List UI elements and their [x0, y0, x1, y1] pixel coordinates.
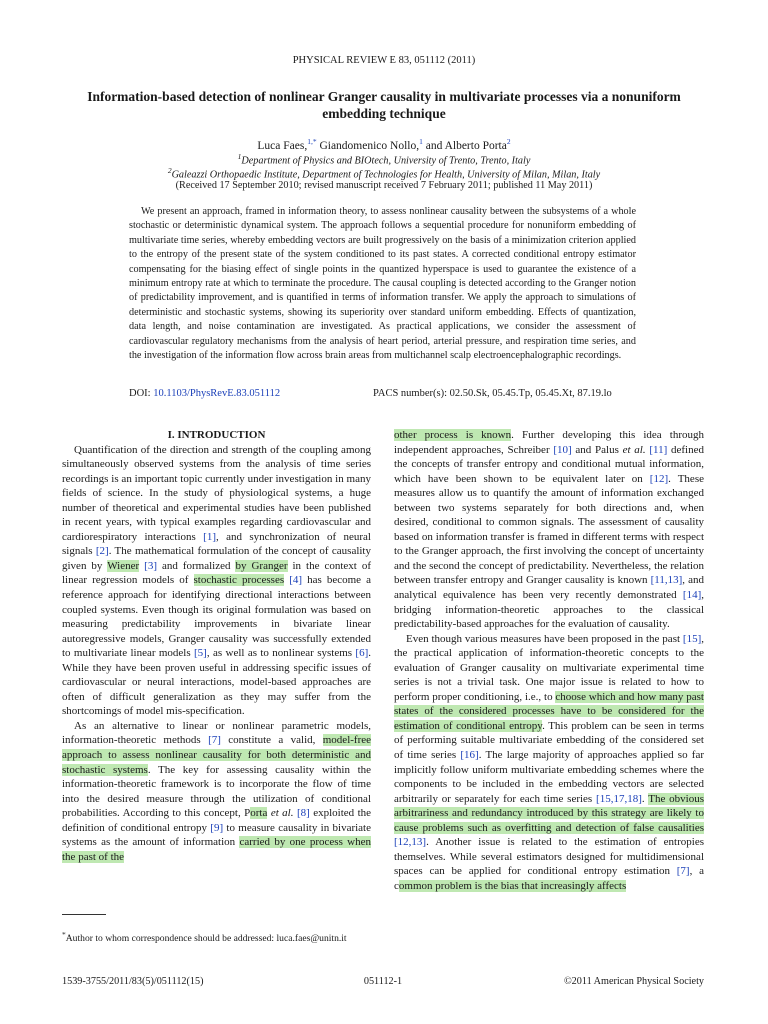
highlight[interactable]: carried by one process when the past of the: [62, 836, 372, 863]
citation-link[interactable]: [4]: [289, 574, 303, 587]
citation-link[interactable]: [3]: [144, 559, 157, 572]
journal-header: PHYSICAL REVIEW E 83, 051112 (2011): [292, 55, 476, 66]
doi-link[interactable]: 10.1103/PhysRevE.83.051112: [153, 388, 281, 399]
author-name: Luca Faes,: [257, 139, 308, 152]
paragraph: Quantification of the direction and strength of the coupling among simultaneously observed systems from the analysis of time series recordings is an important topic currently under investigation in many fields of science. In the study of physiological systems, a huge number of theoretical and experimental studies have been published in recent years, with typical examples regarding cardiovascular and cardiorespiratory interactions [1], and synchronization of neural signals [2]. The mathematical formulation of the concept of causality given by Wiener [3] and formalized by Granger in the context of linear regression models of stochastic processes [4] has become a reference approach for identifying directional interactions between coupled systems. Even though its original formulation was based on measuring predictability improvements in bivariate linear autoregressive models, Granger causality was successfully extended to multivariate linear models [5], as well as to nonlinear systems [6]. While they have been proven useful in addressing specific issues of cardiovascular or neural interactions, model-based approaches are often of difficult generalization as they may suffer from the shortcomings of model mis-specification.: [62, 443, 371, 718]
citation-link[interactable]: [11]: [649, 443, 668, 456]
highlight[interactable]: orta: [250, 807, 268, 820]
affiliation: $^2$Galeazzi Orthopaedic Institute, Department of Technologies for Health, University of Milan, Milan, Italy: [167, 166, 601, 181]
author-list: [0, 137, 768, 152]
author-affiliation-link[interactable]: 1: [419, 137, 423, 146]
left-column: [62, 428, 371, 864]
citation-link[interactable]: [7]: [676, 865, 690, 878]
citation-link[interactable]: [2]: [95, 545, 109, 558]
paragraph: Even though various measures have been proposed in the past [15], the practical application of information-theoretic concepts to the evaluation of Granger causality on multivariate experimental time series is not a trivial task. One major issue is related to how to perform proper conditioning, i.e., to choose which and how many past states of the considered processes have to be considered for the estimation of conditional entropy. This problem can be seen in terms of performing suitable multivariate embedding of the considered set of time series [16]. The large majority of approaches applied so far implicitly follow uniform multivariate embedding schemes where the components to be included in the embedding vectors are selected arbitrarily or separately for each time series [15,17,18]. The obvious arbitrariness and redundancy introduced by this strategy are likely to cause problems such as overfitting and detection of false causalities [12,13]. Another issue is related to the estimation of entropies themselves. While several estimators designed for multidimensional spaces can be applied for conditional entropy estimation [7], a common problem is the bias that increasingly affects: [394, 632, 705, 892]
citation-link[interactable]: [11,13]: [650, 574, 683, 587]
citation-link[interactable]: [15,17,18]: [596, 792, 642, 805]
paragraph: other process is known. Further developing this idea through independent approaches, Schreiber [10] and Palus et al. [11] defined the concepts of transfer entropy and conditional mutual information, which have been shown to be equivalent later on [12]. These measures allow us to quantify the amount of information exchanged between two systems separately for both directions and, when desired, conditional to common signals. The assessment of causality based on information transfer is framed in different terms with respect to the Granger approach, the first involving the concept of uncertainty and the second the concept of predictability. Nevertheless, the relation between transfer entropy and Granger causality is known [11,13], and analytical equivalence has been very recently demonstrated [14], bridging information-theoretic approaches to the classical predictability-based approaches for the evaluation of causality.: [394, 429, 704, 631]
highlight[interactable]: model-free approach to assess nonlinear causality for both deterministic and stochastic systems: [62, 734, 371, 776]
highlight[interactable]: other process is known: [394, 429, 512, 441]
footer-issn: 1539-3755/2011/83(5)/051112(15): [62, 976, 204, 987]
author-affiliation-link[interactable]: 2: [506, 137, 511, 146]
footer-page-number: 051112-1: [363, 976, 403, 987]
doi-label: DOI:: [129, 388, 151, 399]
citation-link[interactable]: [16]: [460, 749, 479, 762]
abstract-text: We present an approach, framed in information theory, to assess nonlinear causality between the subsystems of a whole stochastic or deterministic dynamical system. The approach follows a sequential procedure for nonuniform embedding of multivariate time series, whereby embedding vectors are built progressively on the basis of a minimization criterion applied to the entropy of the present state of the system conditioned to its past states. A corrected conditional entropy estimator compensating for the biasing effect of single points in the quantized hyperspace is used to guarantee the existence of a minimum entropy rate at which to terminate the procedure. The causal coupling is detected according to the Granger notion of predictability improvement, and is quantified in terms of information transfer. We apply the approach to simulations of deterministic and stochastic systems, showing its superiority over standard uniform embedding. Effects of quantization, data length, and noise contamination are investigated. As practical applications, we consider the assessment of cardiovascular regulatory mechanisms from the analysis of heart period, arterial pressure, and respiration time series, and the investigation of the information flow across brain areas from multichannel scalp electroencephalographic recordings.: [129, 206, 636, 362]
paragraph: As an alternative to linear or nonlinear parametric models, information-theoretic methods [7] constitute a valid, model-free approach to assess nonlinear causality for both deterministic and stochastic systems. The key for assessing causality within the information-theoretic framework is to incorporate the flow of time into the desired measure through the utilization of conditional probabilities. According to this concept, Porta et al. [8] exploited the definition of conditional entropy [9] to measure causality in bivariate systems as the amount of information carried by one process when the past of the: [62, 719, 372, 863]
citation-link[interactable]: [12,13]: [394, 836, 427, 849]
footnote-divider: [62, 914, 106, 915]
highlight[interactable]: by Granger: [235, 559, 288, 572]
pacs-numbers: PACS number(s): 02.50.Sk, 05.45.Tp, 05.45.Xt, 87.19.lo: [373, 388, 612, 399]
citation-link[interactable]: [9]: [210, 821, 224, 834]
abstract: [129, 205, 636, 363]
citation-link[interactable]: [8]: [296, 807, 310, 820]
citation-link[interactable]: [12]: [649, 472, 669, 485]
section-heading: I. INTRODUCTION: [167, 429, 266, 441]
publication-history: (Received 17 September 2010; revised manuscript received 7 February 2011; published 11 May 2011): [175, 180, 593, 191]
author-name: Giandomenico Nollo,: [319, 139, 420, 152]
footnote: *Author to whom correspondence should be addressed: luca.faes@unitn.it: [62, 930, 347, 945]
author-name: and Alberto Porta: [425, 139, 507, 152]
highlight[interactable]: The obvious arbitrariness and redundancy introduced by this strategy are likely to cause problems such as overfitting and detection of false causalities: [394, 792, 704, 834]
citation-link[interactable]: [1]: [203, 530, 216, 543]
highlight[interactable]: ommon problem is the bias that increasingly affects: [398, 879, 627, 892]
citation-link[interactable]: [15]: [682, 632, 702, 645]
paper-title: Information-based detection of nonlinear Granger causality in multivariate processes via a nonuniform embedding technique: [87, 89, 681, 121]
footer-copyright: ©2011 American Physical Society: [563, 976, 704, 987]
highlight[interactable]: Wiener: [107, 559, 140, 572]
highlight[interactable]: stochastic processes: [193, 574, 285, 587]
citation-link[interactable]: [5]: [194, 647, 207, 660]
doi-pacs-line: [129, 388, 636, 399]
highlight[interactable]: choose which and how many past states of the considered processes have to be considered for the estimation of conditional entropy: [394, 690, 704, 732]
citation-link[interactable]: [6]: [355, 647, 369, 660]
author-affiliation-link[interactable]: 1,*: [307, 137, 317, 146]
citation-link[interactable]: [10]: [553, 443, 572, 456]
citation-link[interactable]: [14]: [682, 589, 702, 602]
right-column: [394, 428, 704, 894]
citation-link[interactable]: [7]: [208, 734, 221, 747]
affiliation: $^1$Department of Physics and BIOtech, University of Trento, Trento, Italy: [237, 152, 531, 167]
